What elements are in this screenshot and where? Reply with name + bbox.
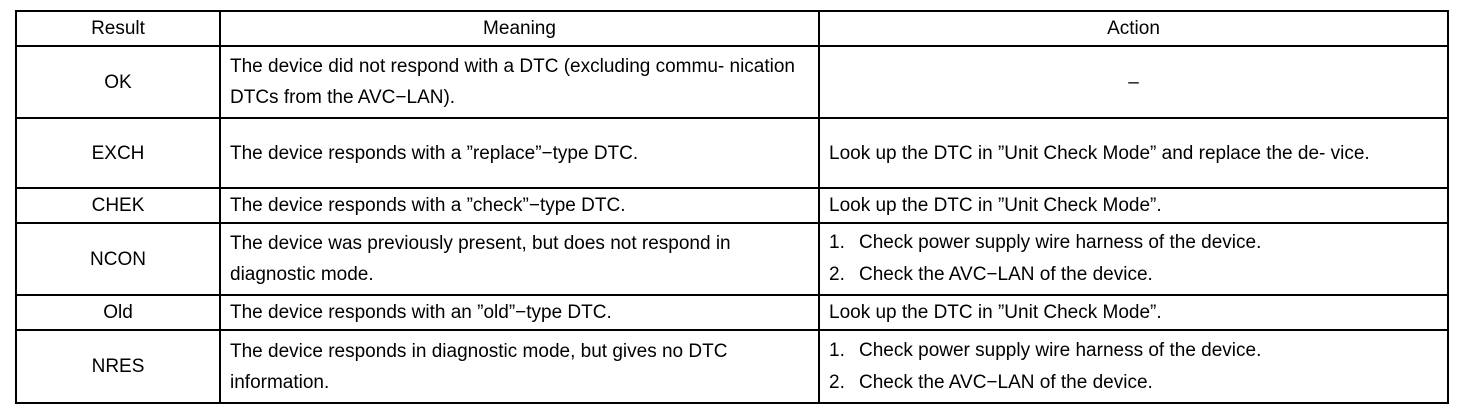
step-number: 2.	[829, 264, 845, 285]
result-cell: OK	[16, 46, 220, 118]
action-step	[829, 227, 1438, 259]
step-number: 2.	[829, 371, 845, 393]
header-result: Result	[16, 11, 220, 46]
meaning-cell: The device responds in diagnostic mode, but gives no DTC information.	[220, 330, 819, 403]
table-row	[16, 295, 1448, 330]
table-row	[16, 223, 1448, 295]
action-cell: Look up the DTC in ”Unit Check Mode”.	[819, 188, 1448, 223]
table-row	[16, 188, 1448, 223]
header-row	[16, 11, 1448, 46]
table-row	[16, 46, 1448, 118]
header-meaning: Meaning	[220, 11, 819, 46]
step-number: 1.	[829, 339, 845, 361]
step-number: 1.	[829, 232, 845, 253]
table-row	[16, 118, 1448, 188]
result-cell: EXCH	[16, 118, 220, 188]
step-text: Check power supply wire harness of the device.	[859, 339, 1262, 361]
header-action: Action	[819, 11, 1448, 46]
action-step	[829, 335, 1438, 367]
step-text: Check the AVC−LAN of the device.	[859, 264, 1153, 285]
action-cell: –	[819, 46, 1448, 118]
meaning-cell: The device responds with an ”old”−type DTC.	[220, 295, 819, 330]
result-cell: CHEK	[16, 188, 220, 223]
result-cell: Old	[16, 295, 220, 330]
meaning-cell: The device responds with a ”replace”−type DTC.	[220, 118, 819, 188]
action-cell: Look up the DTC in ”Unit Check Mode”.	[819, 295, 1448, 330]
action-cell	[819, 330, 1448, 403]
action-cell	[819, 223, 1448, 295]
result-cell: NRES	[16, 330, 220, 403]
action-step	[829, 367, 1438, 399]
action-cell: Look up the DTC in ”Unit Check Mode” and replace the de- vice.	[819, 118, 1448, 188]
meaning-cell: The device responds with a ”check”−type DTC.	[220, 188, 819, 223]
meaning-cell: The device was previously present, but does not respond in diagnostic mode.	[220, 223, 819, 295]
action-step	[829, 259, 1438, 291]
table-row	[16, 330, 1448, 403]
step-text: Check power supply wire harness of the device.	[859, 232, 1262, 253]
dtc-result-table	[15, 10, 1449, 404]
meaning-cell: The device did not respond with a DTC (excluding commu- nication DTCs from the AVC−LAN).	[220, 46, 819, 118]
result-cell: NCON	[16, 223, 220, 295]
action-steps	[829, 227, 1438, 291]
step-text: Check the AVC−LAN of the device.	[859, 371, 1153, 393]
action-steps	[829, 335, 1438, 399]
